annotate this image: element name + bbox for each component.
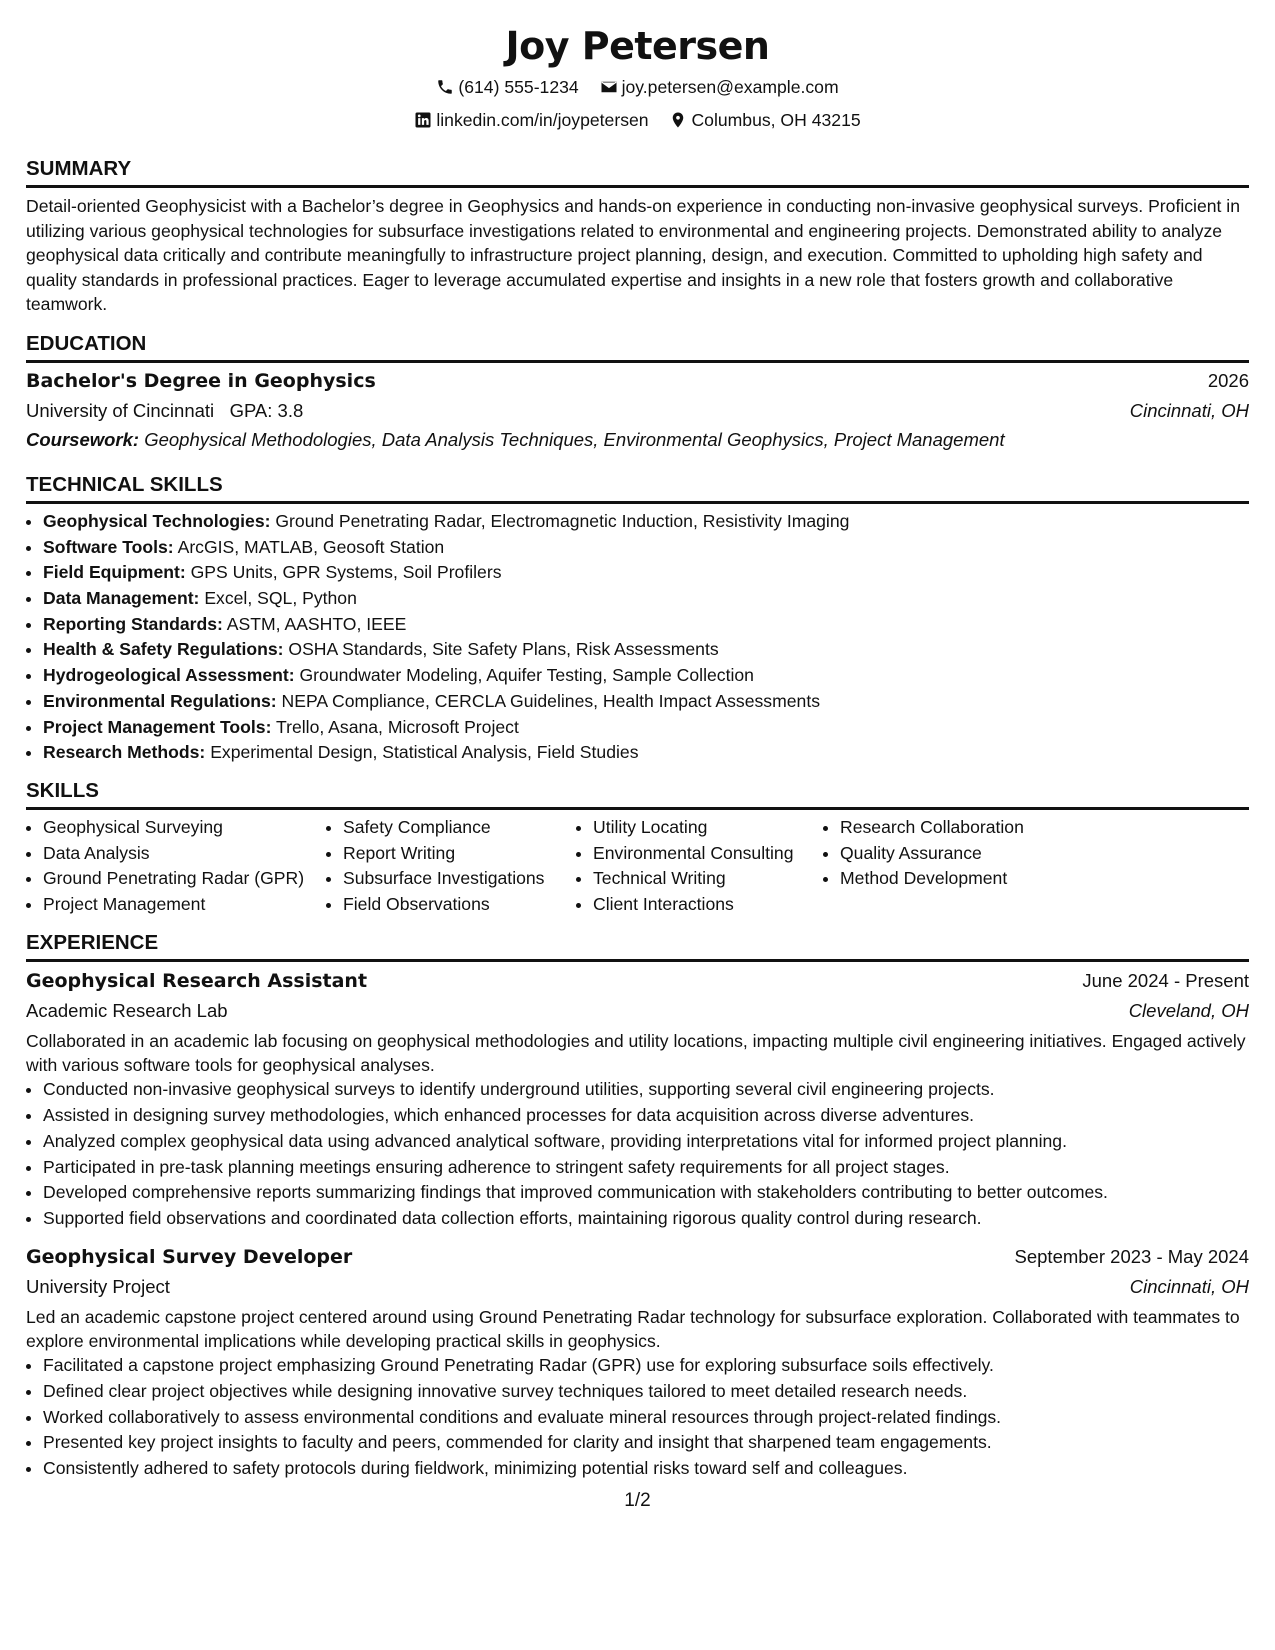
skill-value: Experimental Design, Statistical Analysis, Field Studies xyxy=(210,742,639,763)
skill-label: Environmental Regulations: xyxy=(43,690,277,711)
list-item: • Environmental Consulting xyxy=(593,841,823,867)
list-item: • Quality Assurance xyxy=(840,841,1183,867)
list-item: • Geophysical Surveying xyxy=(43,815,326,841)
technical-skills-heading: TECHNICAL SKILLS xyxy=(26,472,1249,504)
job-1-header xyxy=(26,966,1249,996)
skill-label: Data Management: xyxy=(43,588,200,609)
skill-label: Project Management Tools: xyxy=(43,716,272,737)
list-item: • Defined clear project objectives while designing innovative survey techniques tailored to meet detailed research needs. xyxy=(43,1379,1249,1405)
contact-row-1 xyxy=(26,72,1249,105)
candidate-name: Joy Petersen xyxy=(505,24,770,68)
list-item: • Field Observations xyxy=(343,892,576,918)
skill-label: Research Methods: xyxy=(43,742,206,763)
list-item: • Utility Locating xyxy=(593,815,823,841)
skill-value: Ground Penetrating Radar, Electromagnetic Induction, Resistivity Imaging xyxy=(275,510,850,531)
graduation-year: 2026 xyxy=(1207,369,1249,391)
job-entry-1 xyxy=(26,966,1249,1232)
skill-value: Excel, SQL, Python xyxy=(204,588,357,609)
job-description: Led an academic capstone project centered around using Ground Penetrating Radar technology for subsurface exploration. Collaborated with teammates to explore environmental implications while developing practical skills in geophysics. xyxy=(26,1306,1240,1351)
list-item: • Research Collaboration xyxy=(840,815,1183,841)
coursework-label: Coursework: xyxy=(26,428,140,450)
list-item: • Supported field observations and coordinated data collection efforts, maintaining rigorous quality control during research. xyxy=(43,1206,1249,1232)
skill-label: Software Tools: xyxy=(43,536,174,557)
location-text: Columbus, OH 43215 xyxy=(691,110,861,130)
skill-value: Trello, Asana, Microsoft Project xyxy=(276,716,519,737)
job-2-header xyxy=(26,1242,1249,1272)
job-1-subheader xyxy=(26,996,1249,1025)
skills-column-2 xyxy=(326,815,576,918)
skill-label: Health & Safety Regulations: xyxy=(43,639,284,660)
school-location: Cincinnati, OH xyxy=(1129,399,1249,421)
job-org: University Project xyxy=(26,1275,170,1297)
list-item: • Ground Penetrating Radar (GPR) xyxy=(43,866,326,892)
skills-section xyxy=(26,778,1249,918)
envelope-icon xyxy=(600,78,618,96)
job-2-bullets xyxy=(26,1353,1249,1482)
list-item: • Conducted non-invasive geophysical surveys to identify underground utilities, supporting several civil engineering projects. xyxy=(43,1077,1249,1103)
contact-row-2 xyxy=(26,105,1249,138)
list-item: • Presented key project insights to faculty and peers, commended for clarity and insight that sharpened team engagements. xyxy=(43,1430,1249,1456)
skill-label: Hydrogeological Assessment: xyxy=(43,665,295,686)
gpa: GPA: 3.8 xyxy=(229,399,304,421)
linkedin-text: linkedin.com/in/joypetersen xyxy=(436,110,649,130)
skills-column-1 xyxy=(26,815,326,918)
phone-text: (614) 555-1234 xyxy=(458,77,579,97)
experience-section xyxy=(26,930,1249,1482)
skills-heading: SKILLS xyxy=(26,778,1249,810)
list-item: • Participated in pre-task planning meetings ensuring adherence to stringent safety requirements for all project stages. xyxy=(43,1155,1249,1181)
phone-icon xyxy=(436,78,454,96)
job-location: Cincinnati, OH xyxy=(1129,1275,1249,1297)
list-item xyxy=(43,715,1249,741)
contact-linkedin[interactable] xyxy=(414,105,648,135)
summary-heading: SUMMARY xyxy=(26,156,1249,188)
list-item: • Analyzed complex geophysical data using advanced analytical software, providing interpretations vital for informed project planning. xyxy=(43,1129,1249,1155)
job-dates: June 2024 - Present xyxy=(1082,969,1249,991)
skill-value: ASTM, AASHTO, IEEE xyxy=(226,613,407,634)
list-item: • Assisted in designing survey methodologies, which enhanced processes for data acquisition across diverse adventures. xyxy=(43,1103,1249,1129)
education-heading: EDUCATION xyxy=(26,331,1249,363)
skills-column-4 xyxy=(823,815,1183,918)
skill-label: Geophysical Technologies: xyxy=(43,510,271,531)
list-item xyxy=(43,663,1249,689)
list-item xyxy=(43,535,1249,561)
linkedin-icon xyxy=(414,111,432,129)
summary-section xyxy=(26,156,1249,317)
degree-title: Bachelor's Degree in Geophysics xyxy=(26,369,376,392)
education-section xyxy=(26,331,1249,454)
list-item: • Subsurface Investigations xyxy=(343,866,576,892)
list-item: • Data Analysis xyxy=(43,841,326,867)
list-item: • Method Development xyxy=(840,866,1183,892)
skill-value: ArcGIS, MATLAB, Geosoft Station xyxy=(177,536,445,557)
list-item: • Safety Compliance xyxy=(343,815,576,841)
list-item: • Technical Writing xyxy=(593,866,823,892)
skill-value: NEPA Compliance, CERCLA Guidelines, Health Impact Assessments xyxy=(281,690,821,711)
job-description: Collaborated in an academic lab focusing on geophysical methodologies and utility locations, impacting multiple civil engineering initiatives. Engaged actively with various software tools for geophysical analyses. xyxy=(26,1030,1246,1076)
list-item: • Worked collaboratively to assess environmental conditions and evaluate mineral resources through project-related findings. xyxy=(43,1405,1249,1431)
list-item: • Report Writing xyxy=(343,841,576,867)
technical-skills-section xyxy=(26,472,1249,766)
list-item xyxy=(43,586,1249,612)
list-item xyxy=(43,740,1249,766)
job-title: Geophysical Survey Developer xyxy=(26,1245,353,1268)
list-item: • Project Management xyxy=(43,892,326,918)
education-row-2 xyxy=(26,396,1249,425)
map-pin-icon xyxy=(669,111,687,129)
school-name: University of Cincinnati xyxy=(26,399,215,421)
contact-phone[interactable] xyxy=(436,72,578,102)
job-title: Geophysical Research Assistant xyxy=(26,969,368,992)
job-2-subheader xyxy=(26,1272,1249,1301)
skill-value: OSHA Standards, Site Safety Plans, Risk Assessments xyxy=(288,639,719,660)
education-row-1 xyxy=(26,366,1249,396)
summary-text: Detail-oriented Geophysicist with a Bachelor’s degree in Geophysics and hands-on experience in conducting non-invasive geophysical surveys. Proficient in utilizing various geophysical technologies for subsurface investigations related to environmental and engineering projects. Demonstrated ability to analyze geophysical data critically and contribute meaningfully to infrastructure project planning, design, and execution. Committed to upholding high safety and quality standards in professional practices. Eager to leverage accumulated expertise and insights in a new role that fosters growth and collaborative teamwork. xyxy=(26,196,1240,315)
skill-value: Groundwater Modeling, Aquifer Testing, Sample Collection xyxy=(299,665,754,686)
list-item: • Consistently adhered to safety protocols during fieldwork, minimizing potential risks toward self and colleagues. xyxy=(43,1456,1249,1482)
job-1-bullets xyxy=(26,1077,1249,1231)
skills-grid xyxy=(26,815,1249,918)
list-item xyxy=(43,612,1249,638)
school-line xyxy=(26,396,303,425)
skill-label: Reporting Standards: xyxy=(43,613,223,634)
job-org: Academic Research Lab xyxy=(26,999,228,1021)
skills-column-3 xyxy=(576,815,823,918)
technical-skills-list xyxy=(26,509,1249,766)
list-item xyxy=(43,637,1249,663)
list-item xyxy=(43,509,1249,535)
list-item xyxy=(43,689,1249,715)
page-number: 1/2 xyxy=(624,1490,651,1511)
job-location: Cleveland, OH xyxy=(1128,999,1249,1021)
contact-location xyxy=(669,105,860,135)
coursework-line xyxy=(26,425,1249,454)
contact-email[interactable] xyxy=(600,72,839,102)
coursework-list: Geophysical Methodologies, Data Analysis Techniques, Environmental Geophysics, Project Management xyxy=(144,428,1005,450)
list-item: • Developed comprehensive reports summarizing findings that improved communication with stakeholders contributing to better outcomes. xyxy=(43,1180,1249,1206)
email-text: joy.petersen@example.com xyxy=(621,77,839,97)
skill-label: Field Equipment: xyxy=(43,562,186,583)
skill-value: GPS Units, GPR Systems, Soil Profilers xyxy=(190,562,502,583)
experience-heading: EXPERIENCE xyxy=(26,930,1249,962)
list-item xyxy=(43,560,1249,586)
job-entry-2 xyxy=(26,1242,1249,1482)
list-item: • Client Interactions xyxy=(593,892,823,918)
job-dates: September 2023 - May 2024 xyxy=(1014,1245,1249,1267)
list-item: • Facilitated a capstone project emphasizing Ground Penetrating Radar (GPR) use for exploring subsurface soils effectively. xyxy=(43,1353,1249,1379)
